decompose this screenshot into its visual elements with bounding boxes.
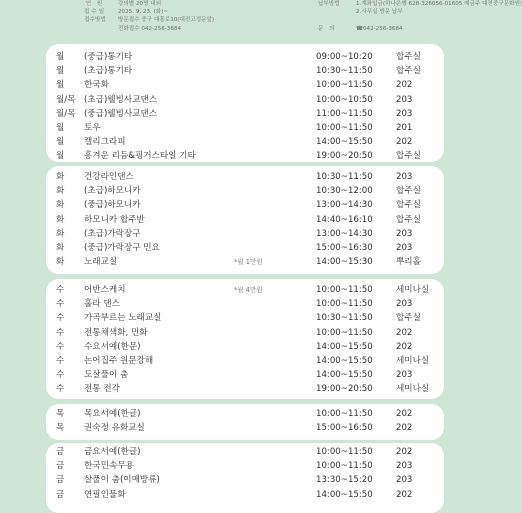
schedule-row [46,459,444,473]
class-day: 금 [56,489,65,500]
class-day: 목 [56,423,65,434]
class-time: 10:00~11:50 [316,461,373,472]
info-value: 방문접수 중구 대흥로10(대전고정문앞) [118,17,215,24]
class-room: 합주실 [396,151,421,162]
info-value: 강의별 20명 내외 [118,1,162,7]
class-day: 수 [56,285,65,295]
info-label: 접수일 [83,9,107,16]
info-row-capacity [82,0,282,8]
schedule-row [46,78,444,92]
payment-info [318,0,522,42]
info-label: 문 의 [318,25,337,32]
class-title: 목요서예(한글) [84,409,141,419]
class-title: 어반스케치 [84,285,126,295]
class-time: 10:30~11:50 [316,66,373,77]
info-label: 인 원 [85,1,105,7]
class-room: 합주실 [396,52,421,62]
class-room: 세미나실 [396,285,430,295]
class-room: 합주실 [396,214,421,225]
class-room: 202 [396,447,413,457]
class-time: 10:00~11:50 [316,299,373,310]
class-time: 15:00~16:30 [316,243,373,253]
class-note: *월 4만원 [234,286,263,294]
schedule-block [46,279,444,399]
class-title: 도살풀이 춤 [84,370,129,381]
info-row-phone-registration [82,25,282,33]
class-room: 203 [396,475,413,486]
schedule-row [46,149,444,163]
schedule-row [46,213,444,227]
class-day: 금 [56,461,65,472]
class-time: 15:00~16:50 [316,423,373,434]
class-time: 10:30~12:00 [316,186,373,197]
class-time: 14:00~15:30 [316,257,373,268]
class-title: 전통채색화, 민화 [84,327,148,338]
schedule-row [46,445,444,459]
registration-info [82,0,282,42]
class-title: 노래교실 [84,257,118,268]
schedule-row [46,340,444,354]
class-title: 흥겨운 리듬&핑거스타일 기타 [84,151,196,162]
class-room: 202 [396,423,413,434]
schedule-block [46,443,444,513]
class-room: 202 [396,327,413,338]
info-label: 납부방법 [318,1,340,7]
class-room: 202 [396,409,413,419]
class-time: 10:00~11:50 [316,409,373,419]
schedule-row [46,50,444,64]
class-time: 13:00~14:30 [316,200,373,211]
class-day: 금 [56,475,65,486]
class-title: 권숙정 유화교실 [84,423,145,434]
class-title: 한국민속무용 [84,461,134,472]
class-title: (초급)통기타 [84,66,133,77]
info-row-method [82,16,282,24]
class-time: 10:30~11:50 [316,313,373,324]
class-day: 수 [56,370,65,381]
schedule-block [46,166,444,274]
info-row-date [82,8,282,16]
class-day: 월/목 [56,94,76,105]
class-title: 하모니카 합주반 [84,214,145,225]
class-title: 금요서예(한글) [84,447,141,457]
class-title: 논어집주 원문강해 [84,356,154,366]
class-title: 살풀이 춤(이매방류) [84,475,160,486]
class-room: 세미나실 [396,356,430,366]
info-row-payment [318,0,522,8]
class-time: 11:00~11:50 [316,108,373,119]
class-day: 수 [56,384,65,395]
info-row-payment-2 [318,8,498,16]
class-time: 14:00~15:50 [316,356,373,366]
schedule-row [46,170,444,184]
class-time: 13:00~14:30 [316,228,373,239]
schedule-row [46,421,444,435]
schedule-row [46,297,444,311]
info-label: 접수방법 [84,17,106,24]
info-value [346,16,498,24]
class-room: 203 [396,461,413,472]
schedule-row [46,283,444,297]
class-day: 화 [56,172,65,182]
class-day: 화 [56,228,65,239]
schedule-row [46,241,444,255]
info-row-contact [318,25,498,33]
class-day: 수 [56,327,65,338]
schedule-row [46,135,444,149]
class-title: (초급)하모니카 [84,186,141,197]
class-room: 203 [396,299,413,310]
class-day: 월 [56,123,65,133]
class-time: 10:00~11:50 [316,123,373,133]
class-title: 훌라 댄스 [84,299,120,310]
class-time: 14:00~15:50 [316,137,373,148]
class-title: 건강라인댄스 [84,172,134,182]
class-room: 202 [396,489,413,500]
class-room: 202 [396,80,413,91]
schedule-row [46,198,444,212]
schedule-row [46,488,444,502]
schedule-row [46,107,444,121]
class-room: 203 [396,370,413,381]
class-day: 화 [56,243,65,253]
class-room: 202 [396,137,413,148]
class-room: 합주실 [396,66,421,77]
class-room: 합주실 [396,313,421,324]
class-time: 14:00~15:50 [316,341,373,352]
class-note: *월 1만원 [234,258,263,267]
class-time: 14:00~15:50 [316,489,373,500]
class-day: 화 [56,257,65,268]
class-title: (중급)웰빙사교댄스 [84,108,158,119]
class-title: (초급)가락장구 [84,228,141,239]
class-day: 화 [56,214,65,225]
class-time: 13:30~15:20 [316,475,373,486]
class-room: 203 [396,228,413,239]
class-title: 캘리그라피 [84,137,126,148]
info-label [318,16,346,24]
class-room: 세미나실 [396,384,430,395]
schedule-row [46,354,444,368]
class-time: 10:00~11:50 [316,447,373,457]
class-title: 전통 전각 [84,384,120,395]
schedule-row [46,311,444,325]
class-room: 뿌리홀 [396,257,421,268]
class-day: 월/목 [56,108,76,119]
info-value: 2.사무실 방문 납부 [356,9,403,16]
schedule-row [46,227,444,241]
schedule-row [46,184,444,198]
schedule-row [46,64,444,78]
info-value: ☎042-256-3684 [356,25,403,32]
class-room: 203 [396,243,413,253]
schedule-block [46,404,444,440]
class-room: 201 [396,123,413,133]
schedule-row [46,121,444,135]
class-day: 수 [56,341,65,352]
class-day: 수 [56,313,65,324]
class-room: 203 [396,94,413,105]
schedule-row [46,407,444,421]
class-day: 화 [56,186,65,197]
schedule-row [46,382,444,396]
class-day: 수 [56,299,65,310]
schedule-row [46,473,444,487]
class-title: 연필인물화 [84,489,126,500]
class-room: 202 [396,341,413,352]
class-time: 10:00~11:50 [316,285,373,295]
class-room: 합주실 [396,186,421,197]
class-time: 14:40~16:10 [316,214,373,225]
info-label [82,25,108,33]
schedule-row [46,368,444,382]
class-time: 10:00~11:50 [316,327,373,338]
class-room: 203 [396,172,413,182]
class-title: (중급)하모니카 [84,200,141,211]
class-time: 19:00~20:50 [316,384,373,395]
schedule-block [46,44,444,162]
class-title: 수요서예(한문) [84,341,141,352]
class-title: (중급)통기타 [84,52,133,62]
class-title: 한국화 [84,80,109,91]
class-room: 203 [396,108,413,119]
schedule-row [46,93,444,107]
class-day: 월 [56,80,65,91]
class-time: 09:00~10:20 [316,52,373,62]
class-title: (중급)가락장구 민요 [84,243,160,253]
class-day: 목 [56,409,65,419]
class-day: 화 [56,200,65,211]
class-time: 10:00~11:50 [316,80,373,91]
class-day: 수 [56,356,65,366]
class-title: 토우 [84,123,101,133]
schedule-row [46,255,444,269]
info-value: 전화접수 042-256-3684 [118,25,182,32]
info-value: 2025. 9. 23. (화)~ [118,9,169,16]
class-day: 월 [56,52,65,62]
class-time: 19:00~20:50 [316,151,373,162]
class-time: 10:00~10:50 [316,94,373,105]
class-title: 가곡부르는 노래교실 [84,313,162,324]
class-time: 10:30~11:50 [316,172,373,182]
class-title: (초급)웰빙사교댄스 [84,94,158,105]
info-value: 1.계좌입금(하나은행 628-326056-01605 예금주 대전중구문화원) [356,1,522,7]
info-label [318,8,346,16]
class-day: 월 [56,151,65,162]
class-room: 합주실 [396,200,421,211]
schedule-row [46,326,444,340]
class-time: 14:00~15:50 [316,370,373,381]
class-day: 월 [56,137,65,148]
info-row-blank [318,16,498,24]
class-day: 월 [56,66,65,77]
class-day: 금 [56,447,65,457]
